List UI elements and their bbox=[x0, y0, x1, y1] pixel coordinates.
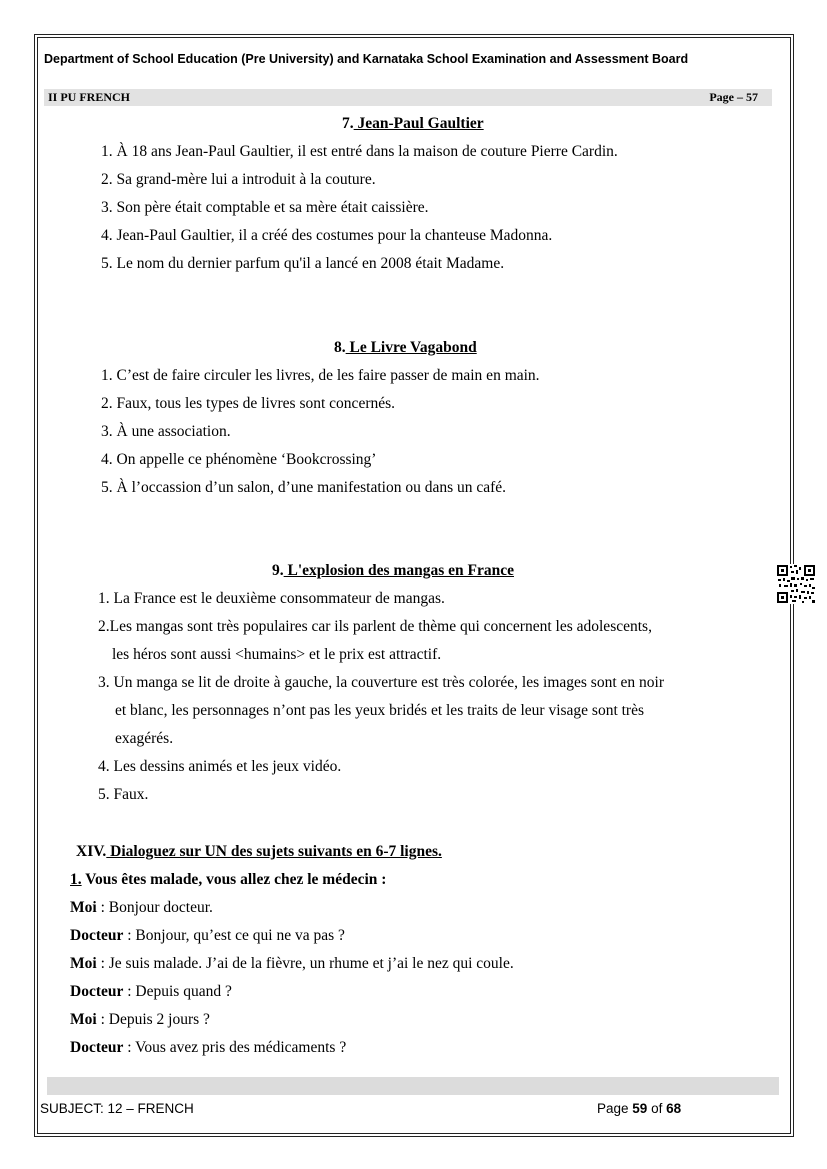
footer-page-current: 59 bbox=[632, 1101, 648, 1116]
section-8-item: 4. On appelle ce phénomène ‘Bookcrossing’ bbox=[101, 451, 377, 468]
section-9-line: 2.Les mangas sont très populaires car ils parlent de thème qui concernent les adolescents, bbox=[98, 618, 652, 635]
dialogue-line bbox=[70, 899, 213, 917]
section-9-title: L'explosion des mangas en France bbox=[283, 562, 514, 579]
utterance: : Vous avez pris des médicaments ? bbox=[123, 1039, 347, 1056]
section-7-item: 4. Jean-Paul Gaultier, il a créé des costumes pour la chanteuse Madonna. bbox=[101, 227, 553, 244]
section-7-item: 5. Le nom du dernier parfum qu'il a lancé en 2008 était Madame. bbox=[101, 255, 505, 272]
section-14-heading bbox=[76, 843, 442, 861]
section-9-heading bbox=[272, 562, 514, 580]
section-9-line: et blanc, les personnages n’ont pas les yeux bridés et les traits de leur visage sont très bbox=[115, 702, 645, 719]
section-9-line: exagérés. bbox=[115, 730, 174, 747]
section-9-line: 3. Un manga se lit de droite à gauche, la couverture est très colorée, les images sont en noir bbox=[98, 674, 664, 691]
dialogue-line bbox=[70, 1039, 346, 1057]
speaker: Docteur bbox=[70, 983, 124, 1000]
footer-page-of: of bbox=[647, 1101, 667, 1116]
page-label: Page – 57 bbox=[709, 90, 758, 104]
section-7-number: 7. bbox=[342, 115, 354, 132]
section-14-title: Dialoguez sur UN des sujets suivants en 6-7 lignes. bbox=[106, 843, 442, 860]
footer-page-prefix: Page bbox=[597, 1101, 633, 1116]
dialogue-line bbox=[70, 927, 345, 945]
section-7-heading bbox=[342, 115, 484, 133]
utterance: : Je suis malade. J’ai de la fièvre, un rhume et j’ai le nez qui coule. bbox=[96, 955, 514, 972]
section-8-item: 2. Faux, tous les types de livres sont concernés. bbox=[101, 395, 396, 412]
speaker: Moi bbox=[70, 955, 97, 972]
section-8-title: Le Livre Vagabond bbox=[345, 339, 477, 356]
subject-bar bbox=[44, 89, 772, 106]
utterance: : Depuis 2 jours ? bbox=[96, 1011, 210, 1028]
dialogue-line bbox=[70, 955, 514, 973]
section-8-number: 8. bbox=[334, 339, 346, 356]
section-14-number: XIV. bbox=[76, 843, 107, 860]
subject-label: II PU FRENCH bbox=[48, 90, 131, 104]
footer-page-total: 68 bbox=[666, 1101, 682, 1116]
speaker: Docteur bbox=[70, 927, 124, 944]
section-7-title: Jean-Paul Gaultier bbox=[353, 115, 484, 132]
dialogue-line bbox=[70, 1011, 210, 1029]
utterance: : Depuis quand ? bbox=[123, 983, 232, 1000]
speaker: Docteur bbox=[70, 1039, 124, 1056]
section-8-heading bbox=[334, 339, 477, 357]
dialogue-line bbox=[70, 983, 232, 1001]
footer-subject: SUBJECT: 12 – FRENCH bbox=[40, 1101, 194, 1116]
section-9-line: les héros sont aussi <humains> et le prix est attractif. bbox=[112, 646, 442, 663]
section-7-item: 1. À 18 ans Jean-Paul Gaultier, il est entré dans la maison de couture Pierre Cardin. bbox=[101, 143, 618, 160]
utterance: : Bonjour, qu’est ce qui ne va pas ? bbox=[123, 927, 345, 944]
section-9-number: 9. bbox=[272, 562, 284, 579]
section-7-item: 3. Son père était comptable et sa mère était caissière. bbox=[101, 199, 429, 216]
dialogue-topic-text: Vous êtes malade, vous allez chez le médecin : bbox=[81, 871, 387, 888]
board-header: Department of School Education (Pre University) and Karnataka School Examination and Assessment Board bbox=[44, 52, 689, 66]
section-8-item: 1. C’est de faire circuler les livres, de les faire passer de main en main. bbox=[101, 367, 540, 384]
dialogue-topic bbox=[70, 871, 386, 889]
section-9-line: 1. La France est le deuxième consommateur de mangas. bbox=[98, 590, 445, 607]
footer-bar bbox=[47, 1077, 779, 1095]
dialogue-topic-number: 1. bbox=[70, 871, 82, 888]
footer-page-number bbox=[597, 1101, 681, 1116]
utterance: : Bonjour docteur. bbox=[96, 899, 213, 916]
speaker: Moi bbox=[70, 1011, 97, 1028]
section-9-line: 4. Les dessins animés et les jeux vidéo. bbox=[98, 758, 342, 775]
speaker: Moi bbox=[70, 899, 97, 916]
section-8-item: 3. À une association. bbox=[101, 423, 231, 440]
section-8-item: 5. À l’occassion d’un salon, d’une manifestation ou dans un café. bbox=[101, 479, 507, 496]
section-9-line: 5. Faux. bbox=[98, 786, 149, 803]
qr-code-icon bbox=[776, 564, 816, 604]
section-7-item: 2. Sa grand-mère lui a introduit à la couture. bbox=[101, 171, 376, 188]
